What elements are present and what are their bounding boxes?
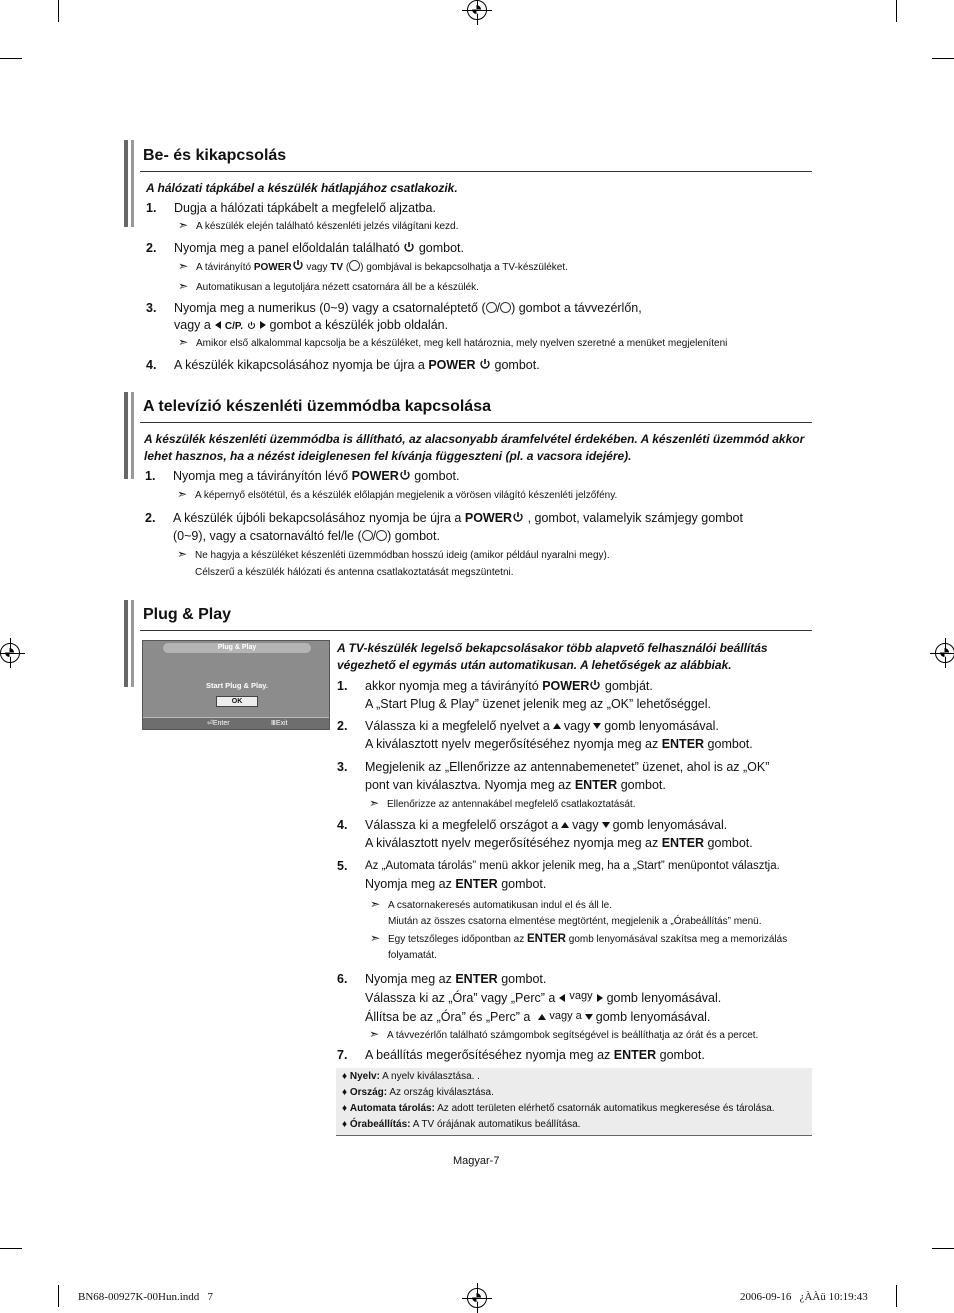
power-icon [479,358,491,370]
print-date: 2006-09-16 ¿ÀÀü 10:19:43 [740,1291,868,1303]
plug-step-4: 4. Válassza ki a megfelelő országot a vagy gomb lenyomásával. [337,818,728,832]
crop-mark [896,0,897,22]
plug-step-5-line-2: Nyomja meg az ENTER gombot. [365,877,547,891]
chevron-right-icon [260,321,266,329]
section-title-standby: A televízió készenléti üzemmódba kapcsolása [143,398,491,415]
plug-step-3: 3. Megjelenik az „Ellenőrizze az antennabemenetet” üzenet, ahol is az „OK” [337,760,770,774]
arrow-up-icon [553,723,561,729]
power-icon [512,511,524,523]
note-arrow-icon: ➣ [369,796,380,810]
power-icon [399,469,411,481]
arrow-down-icon [602,822,610,828]
plug-step-4-line-2: A kiválasztott nyelv megerősítéséhez nyomja meg az ENTER gombot. [365,836,753,850]
section-bar [131,140,134,227]
tv-footer [143,717,329,729]
plug-step-5-note-2b: folyamatát. [388,950,437,961]
plug-step-5-note-2: ➣ Egy tetszőleges időpontban az ENTER gomb lenyomásával szakítsa meg a memorizálás [370,931,788,945]
plug-step-7: 7. A beállítás megerősítéséhez nyomja meg az ENTER gombot. [337,1048,705,1062]
note-arrow-icon: ➣ [369,1027,380,1041]
tv-screen-illustration [142,640,330,730]
standby-intro-2: lehet hasznos, ha a nézést ideiglenesen fel kívánja függeszteni (pl. a vacsora idejére). [144,449,632,463]
standby-step-1-note: ➣ A képernyő elsötétül, és a készülék előlapján megjelenik a vörösen világító készenléti jelzőfény. [177,487,618,501]
section-rule [140,171,812,172]
channel-down-icon [376,530,387,541]
note-arrow-icon: ➣ [177,547,188,561]
registration-mark-icon [935,643,954,663]
crop-mark [932,1248,954,1249]
section-bar [124,392,128,479]
plug-step-2-line-2: A kiválasztott nyelv megerősítéséhez nyomja meg az ENTER gombot. [365,737,753,751]
arrow-right-icon [597,994,603,1002]
channel-up-icon [486,302,497,313]
standby-step-2-line-2: (0~9), vagy a csatornaváltó fel/le ( / ) gombot. [173,529,440,543]
page-number: Magyar-7 [453,1155,500,1167]
power-step-3-line-2: vagy a C/P. gombot a készülék jobb oldalán. [174,318,449,332]
power-icon [403,241,415,253]
plug-step-3-note: ➣ Ellenőrizze az antennakábel megfelelő csatlakoztatását. [369,796,636,810]
note-arrow-icon: ➣ [178,279,189,293]
plug-step-6: 6. Nyomja meg az ENTER gombot. [337,972,547,986]
tv-message: Start Plug & Play. [206,681,268,690]
section-bar [131,392,134,479]
tv-button-icon [349,260,360,271]
tv-ok-button: OK [216,696,258,707]
power-step-2-note-2: ➣ Automatikusan a legutoljára nézett csatornára áll be a készülék. [178,279,479,293]
standby-step-2-note-1: ➣ Ne hagyja a készüléket készenléti üzemmódban hosszú ideig (amikor például nyaralni megy). [177,547,610,561]
section-bar [124,140,128,227]
channel-down-icon [500,302,511,313]
plug-step-2: 2. Válassza ki a megfelelő nyelvet a vagy gomb lenyomásával. [337,719,719,733]
power-intro: A hálózati tápkábel a készülék hátlapjához csatlakozik. [146,181,458,195]
summary-item: ♦ Automata tárolás: Az adott területen elérhető csatornák automatikus megkeresése és tárolása. [342,1103,775,1114]
power-icon [589,679,601,691]
plug-intro-1: A TV-készülék legelső bekapcsolásakor több alapvető felhasználói beállítás [337,641,768,655]
tv-enter-hint: ⏎Enter [207,720,230,727]
standby-step-2-note-2: Célszerű a készülék hálózati és antenna csatlakoztatását megszüntetni. [195,567,514,578]
summary-item: ♦ Ország: Az ország kiválasztása. [342,1087,494,1098]
file-name: BN68-00927K-00Hun.indd 7 [78,1291,214,1303]
plug-step-5-note-1b: Miután az összes csatorna elmentése megtörtént, megjelenik a „Órabeállítás” menü. [388,916,762,927]
plug-step-5-note-1: ➣ A csatornakeresés automatikusan indul el és áll le. [370,897,613,911]
power-step-4: 4. A készülék kikapcsolásához nyomja be újra a POWER gombot. [146,358,540,372]
section-rule [140,422,812,423]
note-arrow-icon: ➣ [178,335,189,349]
power-step-2-note-1: ➣ A távirányító POWER vagy TV ( ) gombjával is bekapcsolhatja a TV-készüléket. [178,259,568,273]
power-icon [247,321,256,330]
options-summary-box [336,1068,812,1136]
crop-mark [0,1248,22,1249]
standby-step-2: 2. A készülék újbóli bekapcsolásához nyomja be újra a POWER , gombot, valamelyik számjegy gombot [145,511,743,525]
channel-up-icon [362,530,373,541]
tv-exit-hint: ⅢExit [271,720,288,727]
power-step-1-note: ➣ A készülék elején található készenléti jelzés világítani kezd. [178,218,459,232]
arrow-up-icon [538,1014,546,1020]
crop-mark [0,58,22,59]
section-title-power: Be- és kikapcsolás [143,147,287,164]
note-arrow-icon: ➣ [177,487,188,501]
standby-step-1: 1. Nyomja meg a távirányítón lévő POWER gombot. [145,469,460,483]
section-bar [131,600,134,687]
plug-intro-2: végezhető el egymás után automatikusan. A lehetőségek az alábbiak. [337,658,732,672]
tv-menu-title: Plug & Play [163,643,311,653]
section-bar [124,600,128,687]
crop-mark [58,0,59,22]
plug-step-1: 1. akkor nyomja meg a távirányító POWER gombját. [337,679,653,693]
arrow-left-icon [559,994,565,1002]
note-arrow-icon: ➣ [370,931,381,945]
arrow-down-icon [585,1014,593,1020]
crop-mark [58,1285,59,1307]
crop-mark [896,1285,897,1307]
power-icon [292,259,304,271]
arrow-down-icon [593,723,601,729]
plug-step-1-line-2: A „Start Plug & Play” üzenet jelenik meg az „OK” lehetőséggel. [365,697,712,711]
power-step-2: 2. Nyomja meg a panel előoldalán található gombot. [146,241,464,255]
power-step-3: 3. Nyomja meg a numerikus (0~9) vagy a csatornaléptető ( / ) gombot a távvezérlőn, [146,301,642,315]
power-step-3-note: ➣ Amikor első alkalommal kapcsolja be a készüléket, meg kell határoznia, mely nyelven szeretné a menüket megjeleníteni [178,335,728,349]
crop-mark [932,58,954,59]
plug-step-6-line-3: Állítsa be az „Óra” és „Perc” a vagy a gomb lenyomásával. [365,1010,711,1024]
section-rule [140,630,812,631]
registration-mark-icon [0,643,20,663]
power-step-1: 1. Dugja a hálózati tápkábelt a megfelelő aljzatba. [146,201,436,215]
note-arrow-icon: ➣ [178,218,189,232]
arrow-up-icon [561,822,569,828]
chevron-left-icon [215,321,221,329]
plug-step-6-note: ➣ A távvezérlőn található számgombok segítségével is beállíthatja az órát és a percet. [369,1027,759,1041]
registration-mark-icon [467,0,487,20]
note-arrow-icon: ➣ [178,259,189,273]
plug-step-6-line-2: Válassza ki az „Óra” vagy „Perc” a vagy gomb lenyomásával. [365,990,722,1005]
summary-item: ♦ Órabeállítás: A TV órájának automatikus beállítása. [342,1119,581,1130]
plug-step-5: 5. Az „Automata tárolás” menü akkor jelenik meg, ha a „Start” menüpontot választja. [337,859,780,873]
standby-intro-1: A készülék készenléti üzemmódba is állítható, az alacsonyabb áramfelvétel érdekében. A készenléti üzemmód akkor [144,432,805,446]
summary-item: ♦ Nyelv: A nyelv kiválasztása. . [342,1071,480,1082]
section-title-plug-and-play: Plug & Play [143,606,232,623]
registration-mark-icon [467,1288,487,1308]
note-arrow-icon: ➣ [370,897,381,911]
plug-step-3-line-2: pont van kiválasztva. Nyomja meg az ENTER gombot. [365,778,666,792]
